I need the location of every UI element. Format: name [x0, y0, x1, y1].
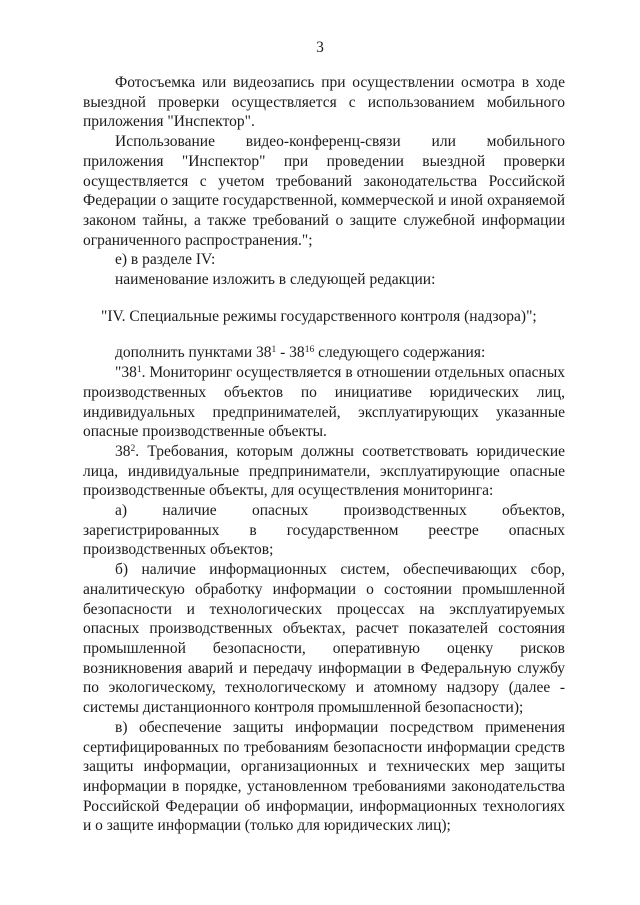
- paragraph-point-38-1: [83, 363, 565, 442]
- list-item-b: б) наличие информационных систем, обеспечивающих сбор, аналитическую обработку информации о состоянии промышленной безопасности и технологических процессах на эксплуатируемых опасных производственных объектах, расчет показателей состояния промышленной безопасности, оперативную оценку рисков возникновения аварий и передачу информации в Федеральную службу по экологическому, технологическому и атомному надзору (далее - системы дистанционного контроля промышленной безопасности);: [83, 561, 565, 717]
- text-fragment: 38: [115, 442, 131, 460]
- superscript: 1: [136, 365, 142, 376]
- paragraph-rename: наименование изложить в следующей редакции:: [115, 271, 436, 289]
- superscript: 16: [304, 345, 315, 356]
- paragraph-photo-video: Фотосъемка или видеозапись при осуществлении осмотра в ходе выездной проверки осуществляется с использованием мобильного приложения "Инспектор".: [83, 74, 565, 131]
- section-heading-quote: "IV. Специальные режимы государственного контроля (надзора)";: [101, 307, 537, 325]
- text-fragment: . Мониторинг осуществляется в отношении отдельных опасных производственных объектов по инициативе юридических лиц, индивидуальных предпринимателей, эксплуатирующих указанные опасные производственные объекты.: [83, 364, 565, 441]
- text-fragment: . Требования, которым должны соответствовать юридические лица, индивидуальные предприниматели, эксплуатирующие опасные производственные объекты, для осуществления мониторинга:: [83, 442, 565, 500]
- page-number: 3: [316, 39, 324, 56]
- paragraph-point-38-2: [83, 442, 565, 501]
- paragraph-video-conference: Использование видео-конференц-связи или мобильного приложения "Инспектор" при проведении выездной проверки осуществляется с учетом требований законодательства Российской Федерации о защите государственной, коммерческой и иной охраняемой законом тайны, а также требований о защите служебной информации ограниченного распространения.";: [83, 133, 565, 249]
- superscript: 1: [271, 345, 277, 356]
- text-fragment: "38: [115, 364, 137, 382]
- list-item-c: в) обеспечение защиты информации посредством применения сертифицированных по требованиям безопасности информации средств защиты информации, организационных и технических мер защиты информации в порядке, установленном требованиями законодательства Российской Федерации об информации, информационных технологиях и о защите информации (только для юридических лиц);: [83, 718, 565, 835]
- text-fragment: дополнить пунктами 38: [115, 344, 272, 362]
- superscript: 2: [130, 443, 136, 454]
- list-item-a: а) наличие опасных производственных объектов, зарегистрированных в государственном реестре опасных производственных объектов;: [83, 502, 565, 559]
- paragraph-section-iv: е) в разделе IV:: [115, 251, 216, 269]
- document-body: [83, 73, 565, 836]
- paragraph-add-points: [83, 343, 565, 363]
- text-fragment: - 38: [276, 344, 305, 362]
- text-fragment: следующего содержания:: [314, 344, 486, 362]
